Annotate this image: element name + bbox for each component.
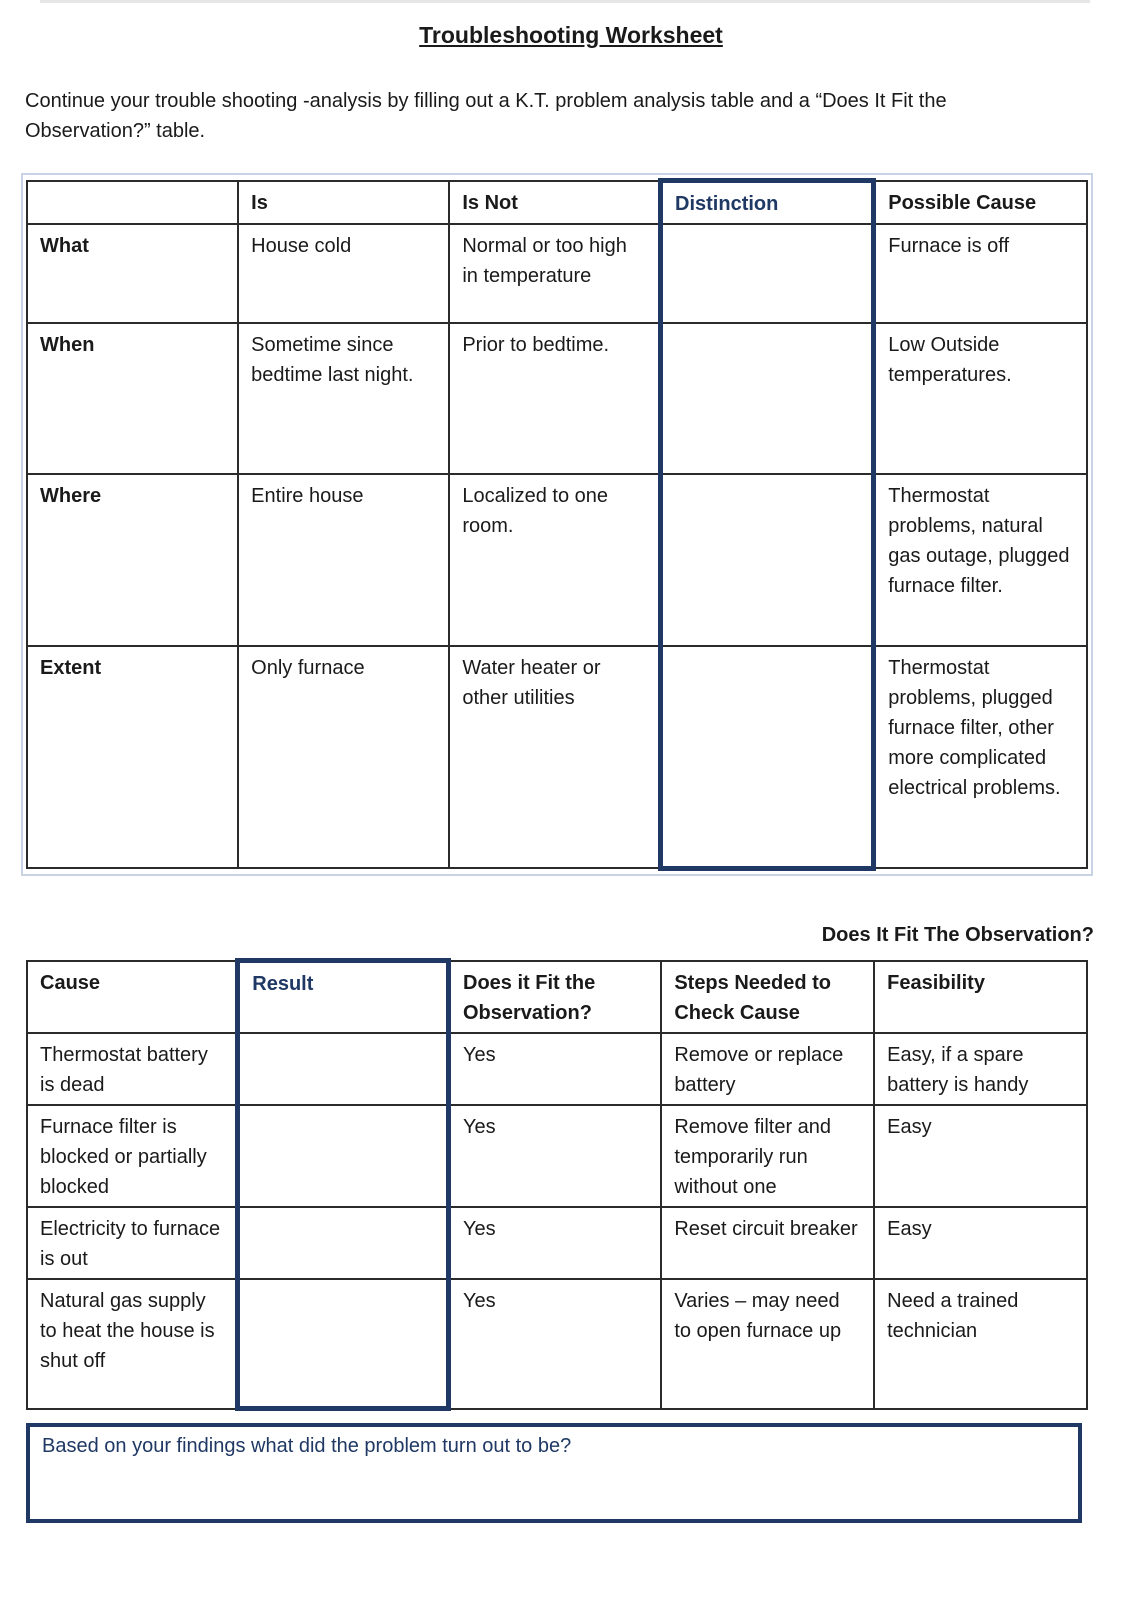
fit-cell-steps: Remove or replace battery [661, 1033, 874, 1105]
top-rule [40, 0, 1090, 3]
fit-cell-feasibility: Easy, if a spare battery is handy [874, 1033, 1087, 1105]
fit-cell-fit: Yes [449, 1105, 662, 1207]
kt-cell-is-not: Prior to bedtime. [449, 323, 660, 474]
findings-prompt: Based on your findings what did the problem turn out to be? [42, 1435, 572, 1457]
fit-cell-cause: Natural gas supply to heat the house is shut off [27, 1279, 238, 1409]
kt-cell-distinction[interactable] [661, 474, 874, 646]
kt-header-row [27, 181, 1087, 225]
fit-header-cause: Cause [27, 961, 238, 1033]
intro-text: Continue your trouble shooting -analysis by filling out a K.T. problem analysis table and a “Does It Fit the Observation?” table. [25, 90, 947, 142]
fit-cell-result[interactable] [238, 1033, 449, 1105]
kt-cell-possible-cause: Furnace is off [874, 224, 1087, 323]
kt-problem-analysis-table [26, 178, 1088, 871]
does-it-fit-table [26, 958, 1088, 1411]
fit-cell-fit: Yes [449, 1033, 662, 1105]
kt-cell-is-not: Water heater or other utilities [449, 646, 660, 868]
fit-cell-cause: Electricity to furnace is out [27, 1207, 238, 1279]
fit-header-row [27, 961, 1087, 1033]
fit-header-feasibility: Feasibility [874, 961, 1087, 1033]
fit-row [27, 1105, 1087, 1207]
kt-header-distinction: Distinction [661, 181, 874, 225]
kt-cell-distinction[interactable] [661, 224, 874, 323]
fit-cell-cause: Furnace filter is blocked or partially blocked [27, 1105, 238, 1207]
kt-cell-possible-cause: Low Outside temperatures. [874, 323, 1087, 474]
fit-table-caption: Does It Fit The Observation? [821, 924, 1094, 946]
kt-row-where [27, 474, 1087, 646]
kt-cell-distinction[interactable] [661, 323, 874, 474]
fit-cell-feasibility: Easy [874, 1105, 1087, 1207]
kt-header-is: Is [238, 181, 449, 225]
fit-row [27, 1207, 1087, 1279]
kt-cell-is: Only furnace [238, 646, 449, 868]
kt-cell-distinction[interactable] [661, 646, 874, 868]
fit-cell-fit: Yes [449, 1279, 662, 1409]
kt-row-label: Where [27, 474, 238, 646]
kt-row-label: When [27, 323, 238, 474]
kt-header-corner [27, 181, 238, 225]
fit-cell-feasibility: Easy [874, 1207, 1087, 1279]
kt-cell-is: House cold [238, 224, 449, 323]
fit-row [27, 1279, 1087, 1409]
kt-row-label: Extent [27, 646, 238, 868]
kt-cell-is: Sometime since bedtime last night. [238, 323, 449, 474]
fit-cell-result[interactable] [238, 1279, 449, 1409]
fit-cell-result[interactable] [238, 1105, 449, 1207]
kt-cell-is-not: Localized to one room. [449, 474, 660, 646]
kt-header-possible-cause: Possible Cause [874, 181, 1087, 225]
fit-cell-result[interactable] [238, 1207, 449, 1279]
fit-cell-steps: Reset circuit breaker [661, 1207, 874, 1279]
fit-cell-steps: Varies – may need to open furnace up [661, 1279, 874, 1409]
findings-answer-box[interactable] [26, 1423, 1082, 1523]
fit-header-fit: Does it Fit the Observation? [449, 961, 662, 1033]
kt-row-when [27, 323, 1087, 474]
page-title: Troubleshooting Worksheet [419, 22, 723, 48]
kt-row-what [27, 224, 1087, 323]
kt-cell-possible-cause: Thermostat problems, plugged furnace filter, other more complicated electrical problems. [874, 646, 1087, 868]
kt-cell-is: Entire house [238, 474, 449, 646]
fit-header-result: Result [238, 961, 449, 1033]
kt-cell-possible-cause: Thermostat problems, natural gas outage, plugged furnace filter. [874, 474, 1087, 646]
kt-row-extent [27, 646, 1087, 868]
kt-row-label: What [27, 224, 238, 323]
fit-cell-fit: Yes [449, 1207, 662, 1279]
fit-cell-cause: Thermostat battery is dead [27, 1033, 238, 1105]
kt-cell-is-not: Normal or too high in temperature [449, 224, 660, 323]
kt-header-is-not: Is Not [449, 181, 660, 225]
fit-cell-feasibility: Need a trained technician [874, 1279, 1087, 1409]
fit-cell-steps: Remove filter and temporarily run without one [661, 1105, 874, 1207]
fit-header-steps: Steps Needed to Check Cause [661, 961, 874, 1033]
fit-row [27, 1033, 1087, 1105]
